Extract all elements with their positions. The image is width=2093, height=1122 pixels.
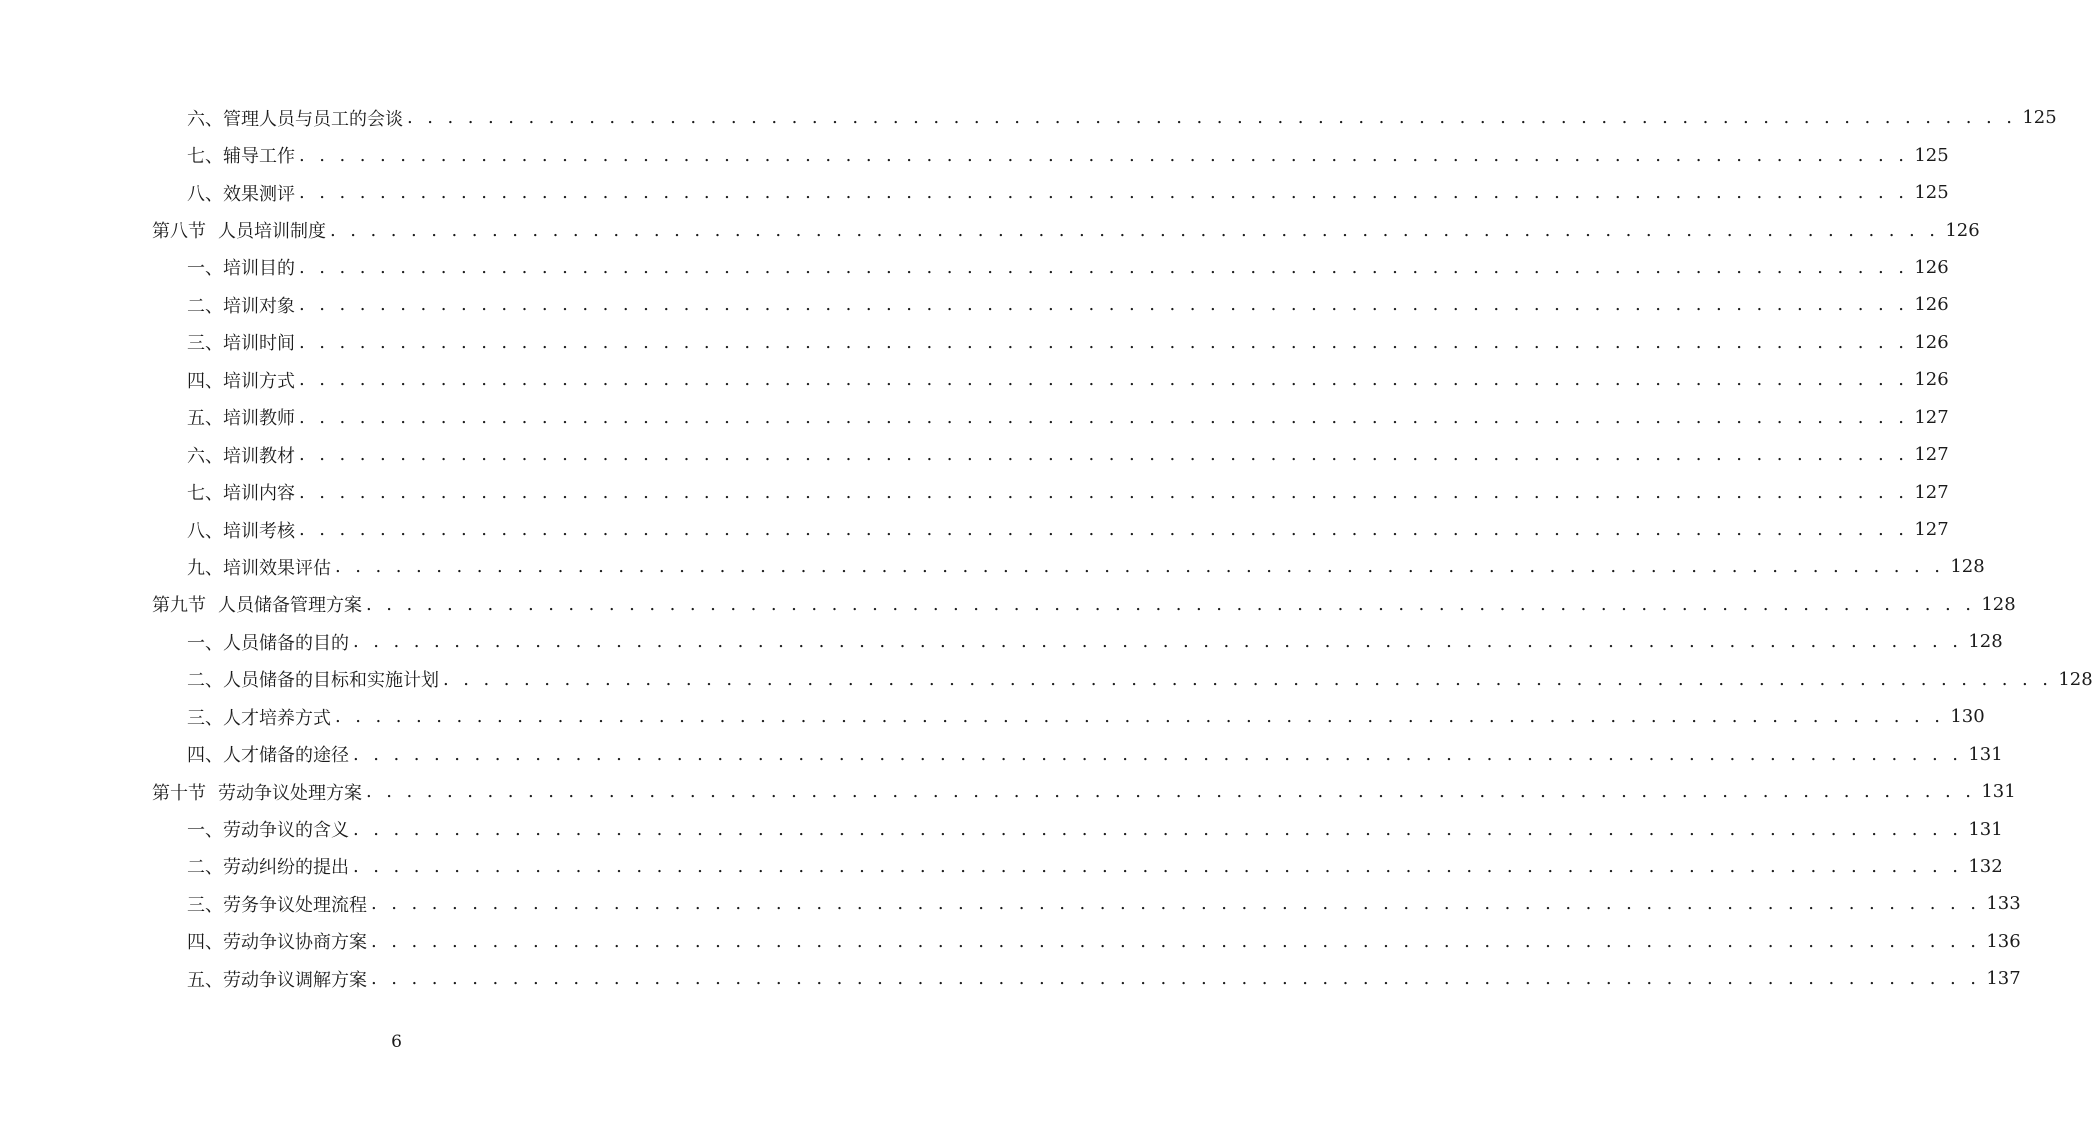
toc-leader-dots: . . . . . . . . . . . . . . . . . . . . . . . . . . . . . . . . . . . . . . . . . . . . . . . . . . . . . . . . . . . . . . . . . . . . . . . . . . . . . . . . bbox=[366, 593, 1976, 615]
toc-page-number: 126 bbox=[1914, 294, 1949, 316]
toc-page-number: 125 bbox=[1914, 182, 1949, 204]
toc-entry[interactable] bbox=[152, 324, 1949, 361]
toc-entry[interactable] bbox=[152, 473, 1949, 510]
toc-entry[interactable] bbox=[152, 399, 1949, 436]
toc-page-number: 127 bbox=[1914, 444, 1949, 466]
toc-page-number: 127 bbox=[1914, 481, 1949, 503]
toc-entry-label bbox=[152, 217, 326, 243]
toc-entry-label: 一、人员储备的目的 bbox=[187, 632, 349, 654]
toc-page-number: 131 bbox=[1968, 818, 2003, 840]
toc-entry-label bbox=[152, 591, 362, 617]
toc-entry[interactable] bbox=[152, 623, 2003, 660]
toc-entry[interactable] bbox=[152, 885, 2021, 922]
toc-leader-dots: . . . . . . . . . . . . . . . . . . . . . . . . . . . . . . . . . . . . . . . . . . . . . . . . . . . . . . . . . . . . . . . . . . . . . . . . . . . . . . . . bbox=[353, 855, 1963, 877]
toc-page-number: 130 bbox=[1950, 706, 1985, 728]
toc-entry[interactable] bbox=[152, 99, 2057, 136]
toc-entry-label: 三、人才培养方式 bbox=[187, 707, 331, 729]
toc-leader-dots: . . . . . . . . . . . . . . . . . . . . . . . . . . . . . . . . . . . . . . . . . . . . . . . . . . . . . . . . . . . . . . . . . . . . . . . . . . . . . . . . bbox=[330, 219, 1940, 241]
toc-leader-dots: . . . . . . . . . . . . . . . . . . . . . . . . . . . . . . . . . . . . . . . . . . . . . . . . . . . . . . . . . . . . . . . . . . . . . . . . . . . . . . . . bbox=[371, 893, 1981, 915]
toc-section-number: 第九节 bbox=[152, 595, 206, 617]
toc-entry-label: 三、劳务争议处理流程 bbox=[187, 894, 367, 916]
toc-entry-label: 四、人才储备的途径 bbox=[187, 745, 349, 767]
toc-leader-dots: . . . . . . . . . . . . . . . . . . . . . . . . . . . . . . . . . . . . . . . . . . . . . . . . . . . . . . . . . . . . . . . . . . . . . . . . . . . . . . . . bbox=[443, 668, 2053, 690]
toc-entry-label: 四、劳动争议协商方案 bbox=[187, 932, 367, 954]
toc-leader-dots: . . . . . . . . . . . . . . . . . . . . . . . . . . . . . . . . . . . . . . . . . . . . . . . . . . . . . . . . . . . . . . . . . . . . . . . . . . . . . . . . bbox=[299, 182, 1909, 204]
toc-entry-label: 二、人员储备的目标和实施计划 bbox=[187, 670, 439, 692]
toc-entry[interactable] bbox=[152, 735, 2003, 772]
toc-entry-label: 六、管理人员与员工的会谈 bbox=[187, 108, 403, 130]
toc-section-title: 劳动争议处理方案 bbox=[218, 782, 362, 804]
toc-section-number: 第十节 bbox=[152, 782, 206, 804]
toc-page-number: 137 bbox=[1986, 968, 2021, 990]
toc-page-number: 128 bbox=[2058, 668, 2093, 690]
toc-entry[interactable] bbox=[152, 286, 1949, 323]
toc-section-entry[interactable] bbox=[152, 586, 2016, 623]
toc-page-number: 126 bbox=[1945, 219, 1980, 241]
toc-entry[interactable] bbox=[152, 361, 1949, 398]
toc-page-number: 131 bbox=[1968, 743, 2003, 765]
toc-leader-dots: . . . . . . . . . . . . . . . . . . . . . . . . . . . . . . . . . . . . . . . . . . . . . . . . . . . . . . . . . . . . . . . . . . . . . . . . . . . . . . . . bbox=[299, 406, 1909, 428]
toc-entry-label: 一、劳动争议的含义 bbox=[187, 820, 349, 842]
toc-leader-dots: . . . . . . . . . . . . . . . . . . . . . . . . . . . . . . . . . . . . . . . . . . . . . . . . . . . . . . . . . . . . . . . . . . . . . . . . . . . . . . . . bbox=[407, 107, 2017, 129]
toc-entry-label: 五、培训教师 bbox=[187, 408, 295, 430]
toc-entry-label: 八、培训考核 bbox=[187, 520, 295, 542]
toc-leader-dots: . . . . . . . . . . . . . . . . . . . . . . . . . . . . . . . . . . . . . . . . . . . . . . . . . . . . . . . . . . . . . . . . . . . . . . . . . . . . . . . . bbox=[366, 781, 1976, 803]
toc-entry[interactable] bbox=[152, 249, 1949, 286]
toc-page-number: 136 bbox=[1986, 930, 2021, 952]
toc-entry-label bbox=[152, 779, 362, 805]
toc-leader-dots: . . . . . . . . . . . . . . . . . . . . . . . . . . . . . . . . . . . . . . . . . . . . . . . . . . . . . . . . . . . . . . . . . . . . . . . . . . . . . . . . bbox=[353, 631, 1963, 653]
toc-leader-dots: . . . . . . . . . . . . . . . . . . . . . . . . . . . . . . . . . . . . . . . . . . . . . . . . . . . . . . . . . . . . . . . . . . . . . . . . . . . . . . . . bbox=[299, 144, 1909, 166]
toc-leader-dots: . . . . . . . . . . . . . . . . . . . . . . . . . . . . . . . . . . . . . . . . . . . . . . . . . . . . . . . . . . . . . . . . . . . . . . . . . . . . . . . . bbox=[335, 706, 1945, 728]
toc-page-number: 125 bbox=[1914, 144, 1949, 166]
toc-entry-label: 五、劳动争议调解方案 bbox=[187, 969, 367, 991]
toc-entry[interactable] bbox=[152, 698, 1985, 735]
toc-leader-dots: . . . . . . . . . . . . . . . . . . . . . . . . . . . . . . . . . . . . . . . . . . . . . . . . . . . . . . . . . . . . . . . . . . . . . . . . . . . . . . . . bbox=[353, 818, 1963, 840]
toc-section-title: 人员培训制度 bbox=[218, 221, 326, 243]
toc-page-number: 126 bbox=[1914, 369, 1949, 391]
toc-entry[interactable] bbox=[152, 848, 2003, 885]
toc-page-number: 128 bbox=[1981, 593, 2016, 615]
toc-entry[interactable] bbox=[152, 436, 1949, 473]
toc-leader-dots: . . . . . . . . . . . . . . . . . . . . . . . . . . . . . . . . . . . . . . . . . . . . . . . . . . . . . . . . . . . . . . . . . . . . . . . . . . . . . . . . bbox=[371, 968, 1981, 990]
toc-leader-dots: . . . . . . . . . . . . . . . . . . . . . . . . . . . . . . . . . . . . . . . . . . . . . . . . . . . . . . . . . . . . . . . . . . . . . . . . . . . . . . . . bbox=[299, 519, 1909, 541]
toc-page-number: 128 bbox=[1968, 631, 2003, 653]
toc-entry[interactable] bbox=[152, 960, 2021, 997]
toc-leader-dots: . . . . . . . . . . . . . . . . . . . . . . . . . . . . . . . . . . . . . . . . . . . . . . . . . . . . . . . . . . . . . . . . . . . . . . . . . . . . . . . . bbox=[353, 743, 1963, 765]
toc-leader-dots: . . . . . . . . . . . . . . . . . . . . . . . . . . . . . . . . . . . . . . . . . . . . . . . . . . . . . . . . . . . . . . . . . . . . . . . . . . . . . . . . bbox=[335, 556, 1945, 578]
page-number: 6 bbox=[391, 1032, 402, 1052]
toc-entry-label: 二、培训对象 bbox=[187, 295, 295, 317]
toc-entry[interactable] bbox=[152, 810, 2003, 847]
toc-page-number: 126 bbox=[1914, 256, 1949, 278]
toc-page-number: 133 bbox=[1986, 893, 2021, 915]
toc-section-title: 人员储备管理方案 bbox=[218, 595, 362, 617]
toc-page-number: 132 bbox=[1968, 855, 2003, 877]
toc-page-number: 126 bbox=[1914, 331, 1949, 353]
toc-entry-label: 七、辅导工作 bbox=[187, 146, 295, 168]
toc-page-number: 131 bbox=[1981, 781, 2016, 803]
toc-entry-label: 四、培训方式 bbox=[187, 370, 295, 392]
toc-entry[interactable] bbox=[152, 174, 1949, 211]
toc-leader-dots: . . . . . . . . . . . . . . . . . . . . . . . . . . . . . . . . . . . . . . . . . . . . . . . . . . . . . . . . . . . . . . . . . . . . . . . . . . . . . . . . bbox=[299, 369, 1909, 391]
toc-section-number: 第八节 bbox=[152, 221, 206, 243]
table-of-contents bbox=[152, 99, 2093, 998]
toc-section-entry[interactable] bbox=[152, 211, 1980, 248]
toc-entry-label: 二、劳动纠纷的提出 bbox=[187, 857, 349, 879]
toc-section-entry[interactable] bbox=[152, 773, 2016, 810]
toc-entry[interactable] bbox=[152, 923, 2021, 960]
toc-leader-dots: . . . . . . . . . . . . . . . . . . . . . . . . . . . . . . . . . . . . . . . . . . . . . . . . . . . . . . . . . . . . . . . . . . . . . . . . . . . . . . . . bbox=[299, 256, 1909, 278]
toc-entry-label: 七、培训内容 bbox=[187, 483, 295, 505]
toc-entry-label: 三、培训时间 bbox=[187, 333, 295, 355]
toc-entry[interactable] bbox=[152, 511, 1949, 548]
toc-leader-dots: . . . . . . . . . . . . . . . . . . . . . . . . . . . . . . . . . . . . . . . . . . . . . . . . . . . . . . . . . . . . . . . . . . . . . . . . . . . . . . . . bbox=[299, 444, 1909, 466]
toc-entry[interactable] bbox=[152, 661, 2093, 698]
toc-entry-label: 一、培训目的 bbox=[187, 258, 295, 280]
toc-leader-dots: . . . . . . . . . . . . . . . . . . . . . . . . . . . . . . . . . . . . . . . . . . . . . . . . . . . . . . . . . . . . . . . . . . . . . . . . . . . . . . . . bbox=[371, 930, 1981, 952]
toc-page-number: 125 bbox=[2022, 107, 2057, 129]
toc-page-number: 127 bbox=[1914, 406, 1949, 428]
toc-leader-dots: . . . . . . . . . . . . . . . . . . . . . . . . . . . . . . . . . . . . . . . . . . . . . . . . . . . . . . . . . . . . . . . . . . . . . . . . . . . . . . . . bbox=[299, 331, 1909, 353]
toc-entry[interactable] bbox=[152, 548, 1985, 585]
toc-entry-label: 六、培训教材 bbox=[187, 445, 295, 467]
toc-page-number: 128 bbox=[1950, 556, 1985, 578]
toc-entry[interactable] bbox=[152, 136, 1949, 173]
toc-entry-label: 八、效果测评 bbox=[187, 183, 295, 205]
toc-leader-dots: . . . . . . . . . . . . . . . . . . . . . . . . . . . . . . . . . . . . . . . . . . . . . . . . . . . . . . . . . . . . . . . . . . . . . . . . . . . . . . . . bbox=[299, 481, 1909, 503]
toc-leader-dots: . . . . . . . . . . . . . . . . . . . . . . . . . . . . . . . . . . . . . . . . . . . . . . . . . . . . . . . . . . . . . . . . . . . . . . . . . . . . . . . . bbox=[299, 294, 1909, 316]
toc-page-number: 127 bbox=[1914, 519, 1949, 541]
toc-entry-label: 九、培训效果评估 bbox=[187, 557, 331, 579]
